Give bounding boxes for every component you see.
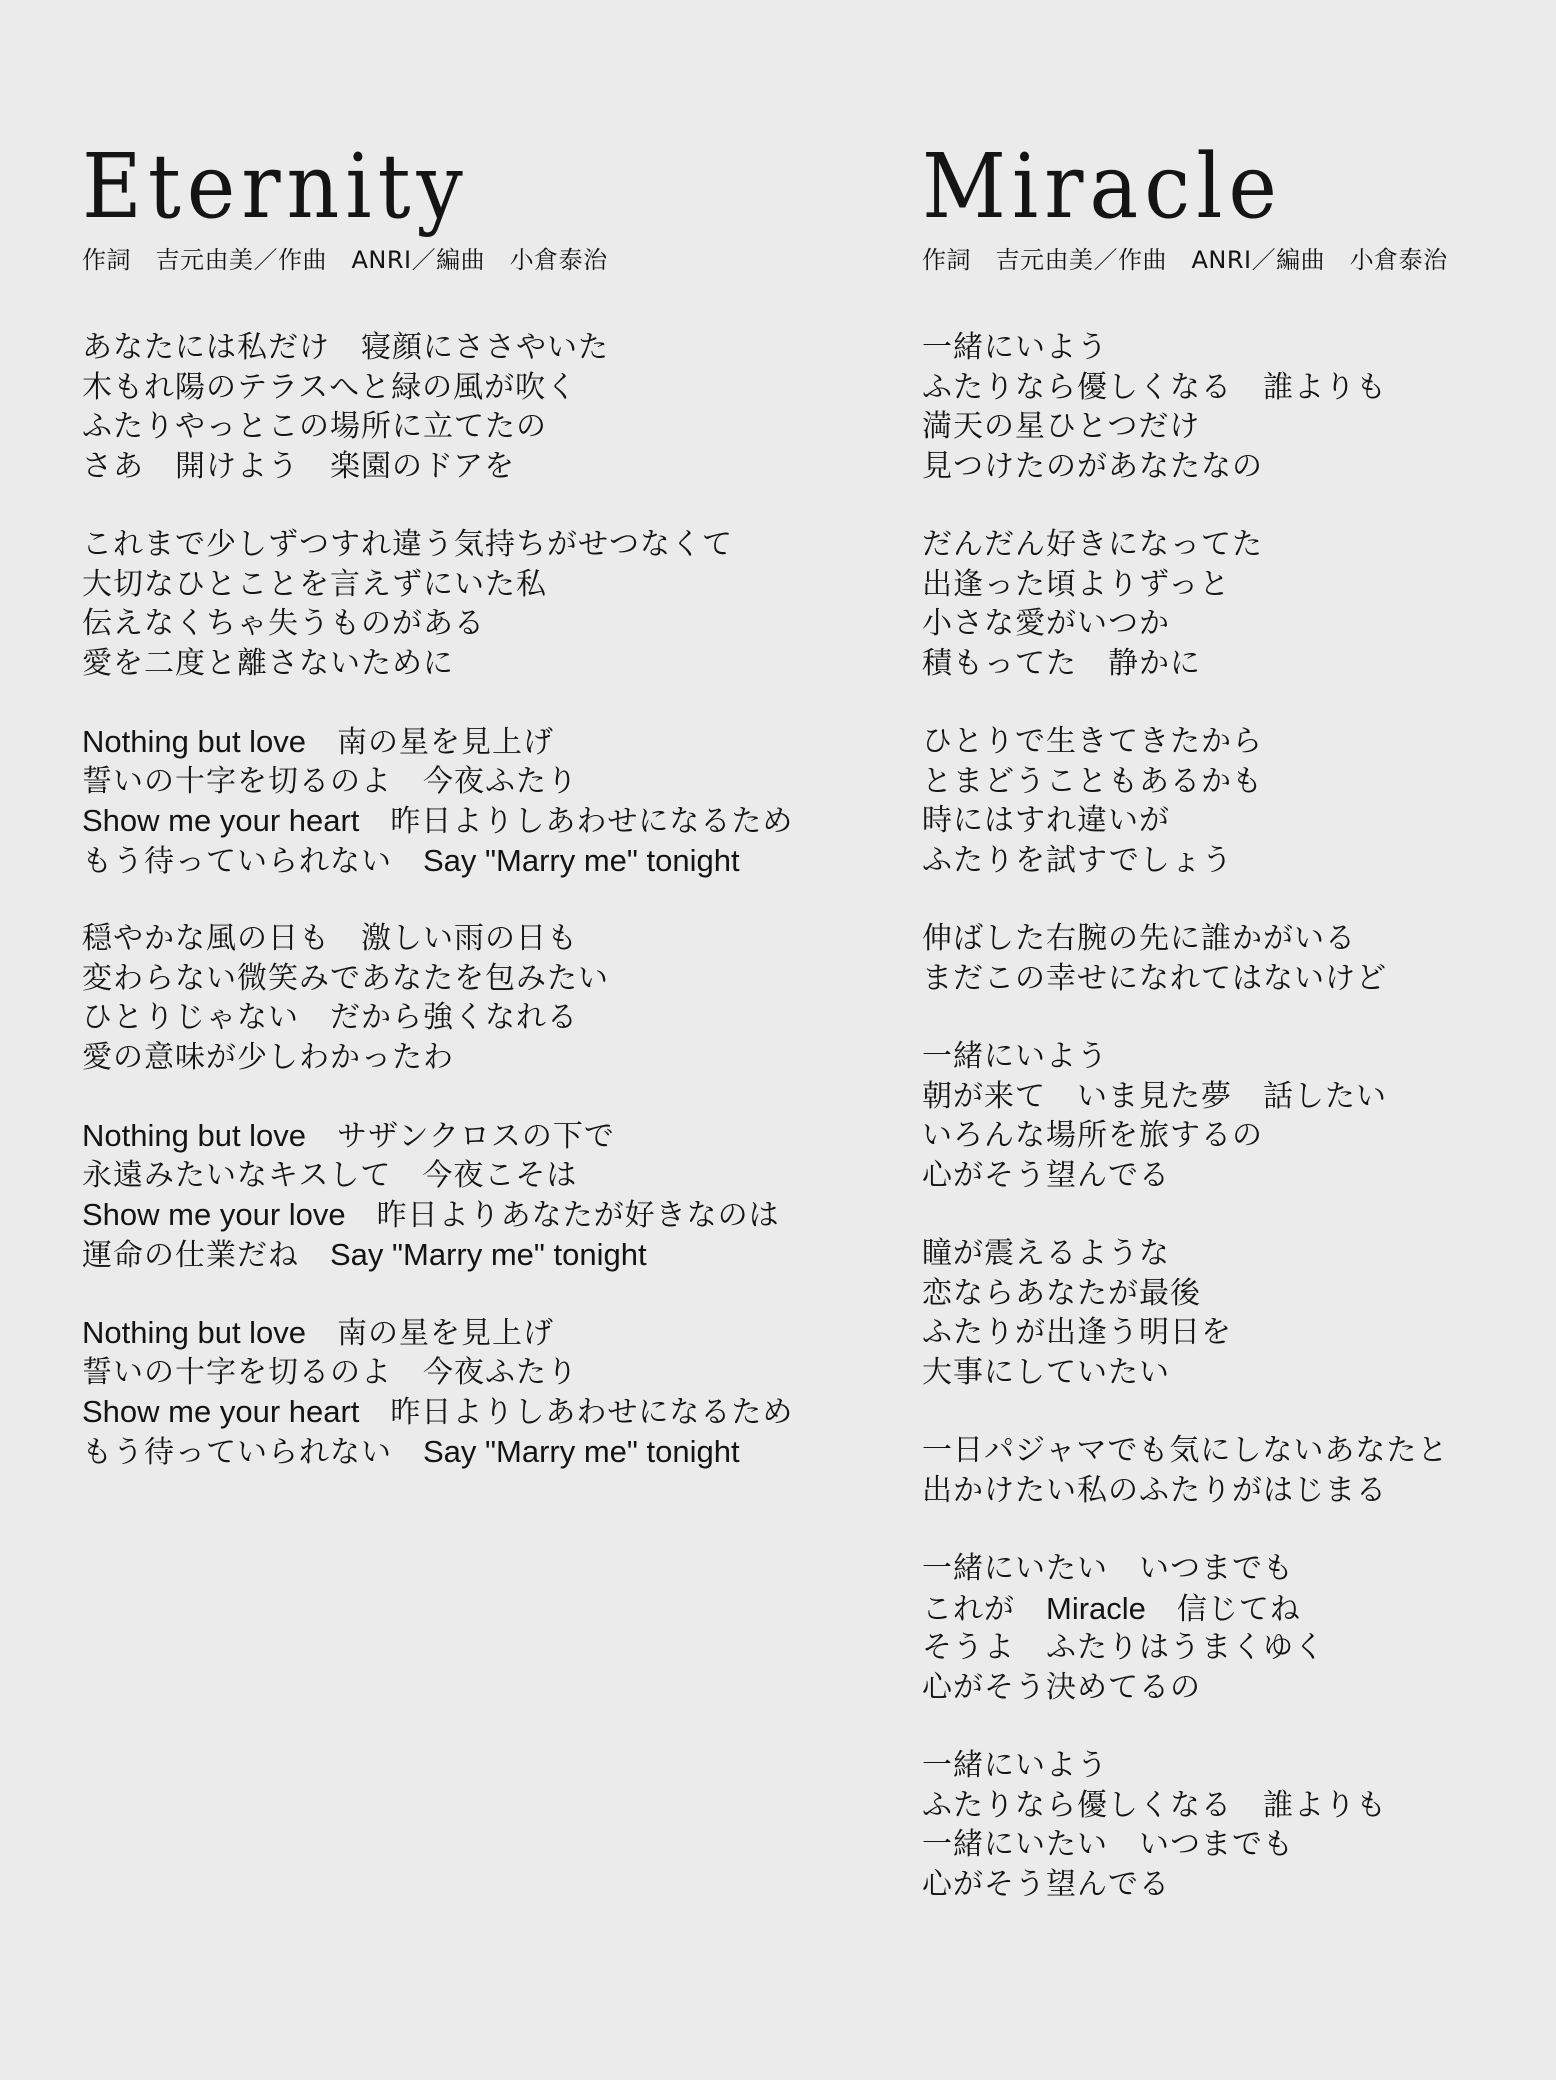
stanza [922,328,1522,486]
song-lyrics [82,328,842,1471]
lyric-line: 時にはすれ違いが [922,803,1170,838]
song-credits: 作詞 吉元由美／作曲 ANRI／編曲 小倉泰治 [82,246,608,274]
lyric-line: 大事にしていたい [922,1354,1170,1390]
lyric-line: まだこの幸せになれてはないけど [922,960,1387,996]
lyric-line: 心がそう望んでる [922,1157,1170,1193]
lyric-line: 変わらない微笑みであなたを包みたい [82,960,609,996]
stanza [922,1431,1522,1510]
lyric-line: 誓いの十字を切るのよ 今夜ふたり [82,763,578,799]
lyric-line: いろんな場所を旅するの [922,1118,1263,1153]
lyric-line: 心がそう望んでる [922,1866,1170,1902]
lyric-line: 恋ならあなたが最後 [922,1275,1201,1311]
lyric-line: 一緒にいたい いつまでも [922,1827,1294,1862]
stanza [82,525,842,683]
lyric-line: 瞳が震えるような [922,1236,1170,1271]
lyric-line: 運命の仕業だね Say "Marry me" tonight [82,1236,647,1273]
lyric-line: もう待っていられない Say "Marry me" tonight [82,842,740,879]
stanza [82,328,842,486]
lyric-line: ふたりを試すでしょう [922,842,1233,878]
lyric-line: 永遠みたいなキスして 今夜こそは [82,1157,578,1193]
stanza [82,919,842,1077]
lyric-line: Nothing but love 南の星を見上げ [82,724,555,760]
lyric-line: 大切なひとことを言えずにいた私 [82,566,547,602]
lyric-line: Show me your love 昨日よりあなたが好きなのは [82,1197,780,1233]
lyric-line: もう待っていられない Say "Marry me" tonight [82,1433,740,1470]
lyric-line: 穏やかな風の日も 激しい雨の日も [82,921,578,956]
song-title: Miracle [922,135,1283,239]
lyric-line: 伸ばした右腕の先に誰かがいる [922,921,1356,956]
song-miracle [922,135,1522,1943]
lyric-line: Nothing but love サザンクロスの下で [82,1118,615,1154]
lyric-line: 小さな愛がいつか [922,606,1170,641]
lyric-line: ふたりが出逢う明日を [922,1315,1232,1350]
lyric-line: 満天の星ひとつだけ [922,409,1201,444]
song-eternity [82,135,842,1510]
song-credits: 作詞 吉元由美／作曲 ANRI／編曲 小倉泰治 [922,246,1448,274]
lyric-line: これが Miracle 信じてね [922,1590,1301,1627]
lyric-line: ふたりやっとこの場所に立てたの [82,409,547,444]
lyric-line: Show me your heart 昨日よりしあわせになるため [82,1394,794,1430]
lyric-line: ふたりなら優しくなる 誰よりも [922,1787,1387,1823]
stanza [922,1746,1522,1904]
stanza [82,722,842,880]
lyric-line: 木もれ陽のテラスへと緑の風が吹く [82,369,578,405]
lyric-line: 一緒にいたい いつまでも [922,1551,1294,1586]
lyric-line: とまどうこともあるかも [922,763,1263,799]
stanza [922,525,1522,683]
lyric-line: ひとりじゃない だから強くなれる [82,1000,578,1035]
stanza [922,919,1522,998]
lyric-line: 朝が来て いま見た夢 話したい [922,1078,1387,1114]
lyric-line: 心がそう決めてるの [922,1669,1201,1705]
lyric-line: 一日パジャマでも気にしないあなたと [922,1433,1449,1468]
lyric-line: だんだん好きになってた [922,527,1263,562]
lyric-line: 愛の意味が少しわかったわ [82,1039,454,1075]
lyric-line: これまで少しずつすれ違う気持ちがせつなくて [82,527,733,562]
lyric-line: ひとりで生きてきたから [922,724,1263,759]
lyric-line: 見つけたのがあなたなの [922,448,1263,484]
lyric-line: 積もってた 静かに [922,645,1201,681]
lyric-line: 伝えなくちゃ失うものがある [82,606,485,641]
stanza [922,1234,1522,1392]
lyric-line: 誓いの十字を切るのよ 今夜ふたり [82,1354,578,1390]
lyric-line: 愛を二度と離さないために [82,645,454,681]
lyric-line: 一緒にいよう [922,330,1108,365]
stanza [922,1549,1522,1707]
lyric-line: ふたりなら優しくなる 誰よりも [922,369,1387,405]
lyric-line: そうよ ふたりはうまくゆく [922,1630,1325,1665]
stanza [922,722,1522,880]
song-title: Eternity [82,135,469,239]
stanza [922,1037,1522,1195]
lyric-line: 出逢った頃よりずっと [922,566,1231,602]
lyric-line: 一緒にいよう [922,1748,1108,1783]
stanza [82,1313,842,1471]
lyric-line: 一緒にいよう [922,1039,1108,1074]
stanza [82,1116,842,1274]
lyric-line: Show me your heart 昨日よりしあわせになるため [82,803,794,839]
lyric-line: さあ 開けよう 楽園のドアを [82,448,516,484]
lyric-line: あなたには私だけ 寝顔にささやいた [82,330,609,365]
lyric-line: Nothing but love 南の星を見上げ [82,1315,555,1351]
song-lyrics [922,328,1522,1904]
lyric-line: 出かけたい私のふたりがはじまる [922,1472,1387,1508]
